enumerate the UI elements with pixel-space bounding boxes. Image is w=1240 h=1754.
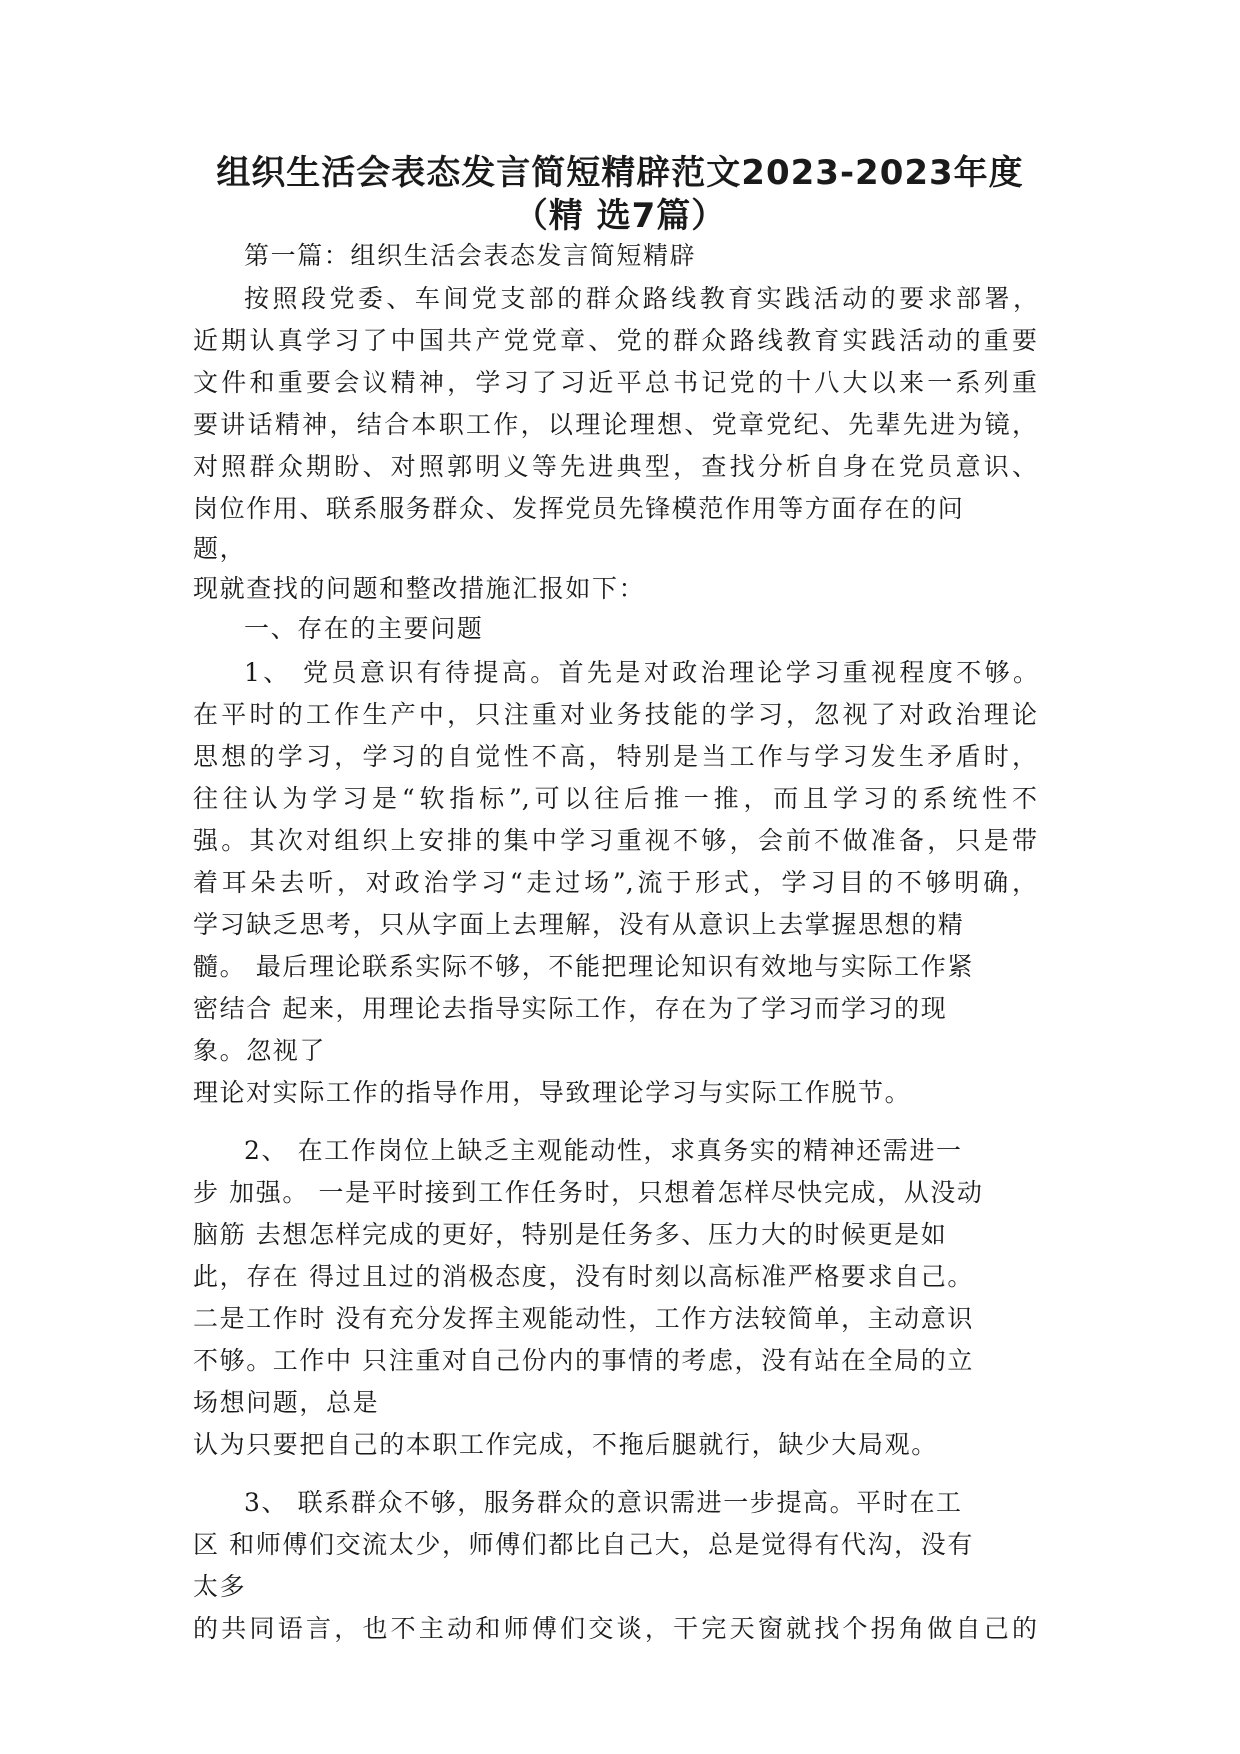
paragraph-line: 3、 联系群众不够，服务群众的意识需进一步提高。平时在工 xyxy=(244,1488,963,1517)
paragraph-line: 岗位作用、联系服务群众、发挥党员先锋模范作用等方面存在的问 xyxy=(193,494,965,523)
paragraph-line: 二是工作时 没有充分发挥主观能动性，工作方法较简单，主动意识 xyxy=(193,1304,974,1333)
paragraph-line: 象。忽视了 xyxy=(193,1036,327,1065)
paragraph-line: 此，存在 得过且过的消极态度，没有时刻以高标准严格要求自己。 xyxy=(193,1262,974,1291)
paragraph-line: 文件和重要会议精神，学习了习近平总书记党的十八大以来一系列重 xyxy=(193,368,1037,397)
section-heading: 一、存在的主要问题 xyxy=(244,614,484,643)
paragraph-line: 太多 xyxy=(193,1572,247,1601)
paragraph-line: 对照群众期盼、对照郭明义等先进典型，查找分析自身在党员意识、 xyxy=(193,452,1037,481)
paragraph-line: 密结合 起来，用理论去指导实际工作，存在为了学习而学习的现 xyxy=(193,994,948,1023)
paragraph-line: 1、 党员意识有待提高。首先是对政治理论学习重视程度不够。 xyxy=(244,658,1038,687)
paragraph-line: 在平时的工作生产中，只注重对业务技能的学习，忽视了对政治理论 xyxy=(193,700,1037,729)
paragraph-line: 近期认真学习了中国共产党党章、党的群众路线教育实践活动的重要 xyxy=(193,326,1037,355)
paragraph-line: 脑筋 去想怎样完成的更好，特别是任务多、压力大的时候更是如 xyxy=(193,1220,948,1249)
paragraph-line: 按照段党委、车间党支部的群众路线教育实践活动的要求部署， xyxy=(244,284,1038,313)
paragraph-line: 步 加强。 一是平时接到工作任务时，只想着怎样尽快完成，从没动 xyxy=(193,1178,984,1207)
paragraph-line: 思想的学习，学习的自觉性不高，特别是当工作与学习发生矛盾时， xyxy=(193,742,1037,771)
document-title: 组织生活会表态发言简短精辟范文2023-2023年度 xyxy=(216,153,1024,193)
paragraph-line: 学习缺乏思考，只从字面上去理解，没有从意识上去掌握思想的精 xyxy=(193,910,965,939)
paragraph-line: 理论对实际工作的指导作用，导致理论学习与实际工作脱节。 xyxy=(193,1078,912,1107)
paragraph-line: 要讲话精神，结合本职工作，以理论理想、党章党纪、先辈先进为镜， xyxy=(193,410,1037,439)
paragraph-line: 的共同语言，也不主动和师傅们交谈，干完天窗就找个拐角做自己的 xyxy=(193,1614,1037,1643)
paragraph-line: 场想问题，总是 xyxy=(193,1388,380,1417)
paragraph-line: 往往认为学习是“软指标”,可以往后推一推，而且学习的系统性不 xyxy=(193,784,1037,813)
paragraph-line: 强。其次对组织上安排的集中学习重视不够，会前不做准备，只是带 xyxy=(193,826,1037,855)
paragraph-line: 区 和师傅们交流太少，师傅们都比自己大，总是觉得有代沟，没有 xyxy=(193,1530,974,1559)
paragraph-line: 现就查找的问题和整改措施汇报如下： xyxy=(193,574,646,603)
paragraph-line: 2、 在工作岗位上缺乏主观能动性，求真务实的精神还需进一 xyxy=(244,1136,963,1165)
paragraph-line: 髓。 最后理论联系实际不够，不能把理论知识有效地与实际工作紧 xyxy=(193,952,974,981)
paragraph-line: 着耳朵去听，对政治学习“走过场”,流于形式，学习目的不够明确， xyxy=(193,868,1037,897)
paragraph-line: 认为只要把自己的本职工作完成，不拖后腿就行，缺少大局观。 xyxy=(193,1430,938,1459)
paragraph-line: 题， xyxy=(193,534,247,563)
paragraph-line: 不够。工作中 只注重对自己份内的事情的考虑，没有站在全局的立 xyxy=(193,1346,974,1375)
section-heading: 第一篇：组织生活会表态发言简短精辟 xyxy=(244,241,697,270)
document-subtitle: （精 选7篇） xyxy=(513,196,727,236)
